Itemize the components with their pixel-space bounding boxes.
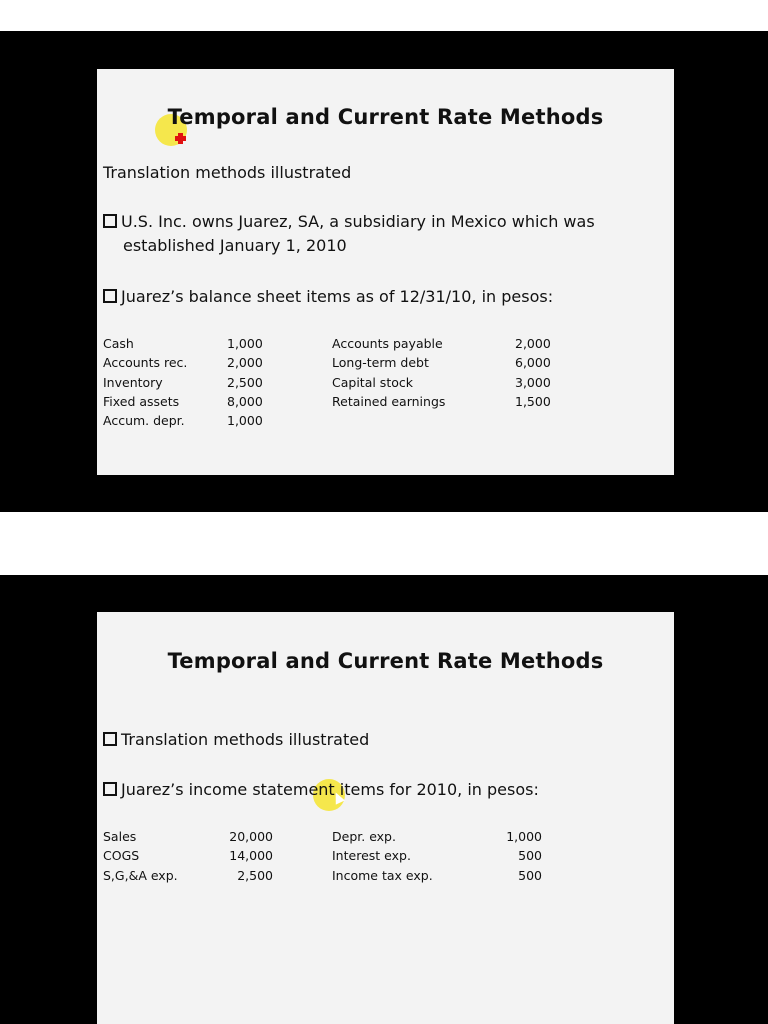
item-value: 1,000 bbox=[227, 413, 263, 429]
item-label: Fixed assets bbox=[103, 393, 180, 409]
bullet-text: U.S. Inc. owns Juarez, SA, a subsidiary in Mexico which was bbox=[121, 212, 595, 231]
slide-subtitle: Translation methods illustrated bbox=[103, 163, 352, 182]
item-value: 2,500 bbox=[237, 867, 273, 883]
item-label: S,G,&A exp. bbox=[103, 867, 178, 883]
income-table-left bbox=[103, 827, 273, 885]
item-value: 6,000 bbox=[515, 355, 551, 371]
item-value: 2,500 bbox=[227, 374, 263, 390]
item-value: 2,000 bbox=[227, 355, 263, 371]
item-value: 2,000 bbox=[515, 336, 551, 351]
item-value: 500 bbox=[518, 848, 542, 864]
table-row bbox=[103, 373, 265, 392]
checkbox-bullet-icon bbox=[103, 289, 117, 303]
checkbox-bullet-icon bbox=[103, 214, 117, 228]
table-row bbox=[103, 846, 273, 865]
table-row bbox=[103, 392, 265, 411]
table-row bbox=[332, 866, 547, 885]
slide-title: Temporal and Current Rate Methods bbox=[167, 105, 604, 129]
item-value: 1,000 bbox=[227, 336, 263, 351]
item-label: Sales bbox=[103, 829, 137, 844]
table-row bbox=[103, 353, 265, 372]
item-value: 1,500 bbox=[515, 393, 551, 409]
item-value: 1,000 bbox=[506, 829, 542, 844]
item-value: 14,000 bbox=[229, 848, 273, 864]
table-row bbox=[332, 353, 557, 372]
slide-income-statement bbox=[97, 612, 674, 1024]
table-row bbox=[332, 846, 547, 865]
bullet-translation-methods bbox=[103, 728, 369, 752]
slide-title: Temporal and Current Rate Methods bbox=[167, 649, 604, 673]
item-label: COGS bbox=[103, 848, 140, 864]
balance-table-left bbox=[103, 334, 265, 430]
balance-table-right bbox=[332, 334, 557, 411]
slide-balance-sheet bbox=[97, 69, 674, 475]
bullet-subsidiary bbox=[103, 210, 663, 258]
bullet-text: Translation methods illustrated bbox=[121, 730, 370, 749]
table-row bbox=[103, 411, 265, 430]
table-row bbox=[332, 392, 557, 411]
bullet-text: Juarez’s balance sheet items as of 12/31/10, in pesos: bbox=[121, 287, 554, 306]
bullet-text: Juarez’s income statement items for 2010, in pesos: bbox=[121, 780, 539, 799]
income-table-right bbox=[332, 827, 547, 885]
table-row bbox=[332, 827, 547, 846]
item-label: Accum. depr. bbox=[103, 413, 185, 429]
item-label: Accounts payable bbox=[332, 336, 443, 351]
table-row bbox=[332, 373, 557, 392]
item-label: Accounts rec. bbox=[103, 355, 188, 371]
item-label: Long-term debt bbox=[332, 355, 429, 371]
bullet-income-statement bbox=[103, 778, 539, 802]
item-label: Income tax exp. bbox=[332, 867, 433, 883]
item-label: Capital stock bbox=[332, 374, 413, 390]
item-value: 500 bbox=[518, 867, 542, 883]
table-row bbox=[103, 827, 273, 846]
bullet-text-continued: established January 1, 2010 bbox=[123, 236, 347, 255]
checkbox-bullet-icon bbox=[103, 782, 117, 796]
item-label: Interest exp. bbox=[332, 848, 411, 864]
item-label: Retained earnings bbox=[332, 393, 446, 409]
checkbox-bullet-icon bbox=[103, 732, 117, 746]
red-cursor-marker-icon bbox=[175, 133, 186, 144]
item-label: Inventory bbox=[103, 374, 163, 390]
item-value: 20,000 bbox=[229, 829, 273, 844]
table-row bbox=[103, 334, 265, 353]
table-row bbox=[103, 866, 273, 885]
item-value: 8,000 bbox=[227, 393, 263, 409]
item-value: 3,000 bbox=[515, 374, 551, 390]
item-label: Cash bbox=[103, 336, 134, 351]
bullet-balance-sheet bbox=[103, 285, 553, 309]
table-row bbox=[332, 334, 557, 353]
item-label: Depr. exp. bbox=[332, 829, 396, 844]
